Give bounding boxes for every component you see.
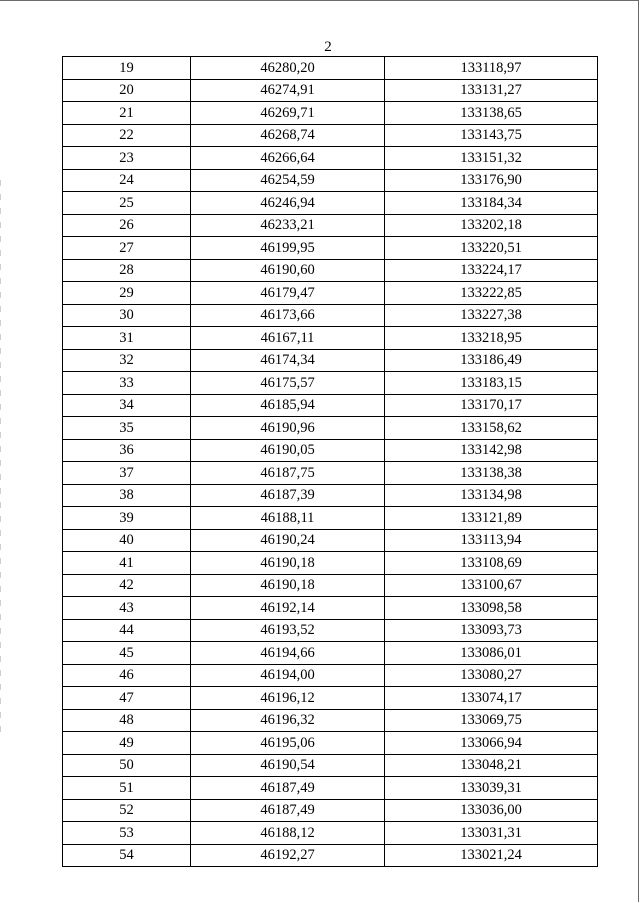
table-row <box>63 304 598 327</box>
x-coordinate-cell: 46196,12 <box>191 687 385 710</box>
point-number-cell: 19 <box>63 57 191 80</box>
x-coordinate-cell: 46199,95 <box>191 237 385 260</box>
point-number-cell: 51 <box>63 777 191 800</box>
table-row <box>63 57 598 80</box>
x-coordinate-cell: 46188,12 <box>191 822 385 845</box>
point-number-cell: 40 <box>63 529 191 552</box>
table-row <box>63 664 598 687</box>
table-row <box>63 844 598 867</box>
y-coordinate-cell: 133138,65 <box>385 102 598 125</box>
y-coordinate-cell: 133218,95 <box>385 327 598 350</box>
point-number-cell: 52 <box>63 799 191 822</box>
y-coordinate-cell: 133151,32 <box>385 147 598 170</box>
table-row <box>63 102 598 125</box>
y-coordinate-cell: 133118,97 <box>385 57 598 80</box>
table-row <box>63 237 598 260</box>
point-number-cell: 47 <box>63 687 191 710</box>
table-row <box>63 169 598 192</box>
x-coordinate-cell: 46188,11 <box>191 507 385 530</box>
table-row <box>63 192 598 215</box>
x-coordinate-cell: 46175,57 <box>191 372 385 395</box>
x-coordinate-cell: 46167,11 <box>191 327 385 350</box>
table-row <box>63 282 598 305</box>
point-number-cell: 29 <box>63 282 191 305</box>
point-number-cell: 45 <box>63 642 191 665</box>
y-coordinate-cell: 133031,31 <box>385 822 598 845</box>
table-row <box>63 79 598 102</box>
table-row <box>63 799 598 822</box>
point-number-cell: 44 <box>63 619 191 642</box>
y-coordinate-cell: 133158,62 <box>385 417 598 440</box>
scan-edge-artifact <box>0 180 1 740</box>
x-coordinate-cell: 46195,06 <box>191 732 385 755</box>
y-coordinate-cell: 133131,27 <box>385 79 598 102</box>
x-coordinate-cell: 46274,91 <box>191 79 385 102</box>
point-number-cell: 43 <box>63 597 191 620</box>
y-coordinate-cell: 133142,98 <box>385 439 598 462</box>
y-coordinate-cell: 133227,38 <box>385 304 598 327</box>
point-number-cell: 36 <box>63 439 191 462</box>
y-coordinate-cell: 133086,01 <box>385 642 598 665</box>
y-coordinate-cell: 133121,89 <box>385 507 598 530</box>
coordinates-table <box>62 56 598 867</box>
x-coordinate-cell: 46187,49 <box>191 777 385 800</box>
y-coordinate-cell: 133074,17 <box>385 687 598 710</box>
y-coordinate-cell: 133066,94 <box>385 732 598 755</box>
table-row <box>63 709 598 732</box>
y-coordinate-cell: 133093,73 <box>385 619 598 642</box>
x-coordinate-cell: 46269,71 <box>191 102 385 125</box>
table-row <box>63 597 598 620</box>
table-row <box>63 687 598 710</box>
coordinates-table-body <box>63 57 598 867</box>
point-number-cell: 28 <box>63 259 191 282</box>
table-row <box>63 777 598 800</box>
point-number-cell: 48 <box>63 709 191 732</box>
x-coordinate-cell: 46190,60 <box>191 259 385 282</box>
point-number-cell: 33 <box>63 372 191 395</box>
table-row <box>63 124 598 147</box>
point-number-cell: 21 <box>63 102 191 125</box>
point-number-cell: 25 <box>63 192 191 215</box>
y-coordinate-cell: 133220,51 <box>385 237 598 260</box>
x-coordinate-cell: 46254,59 <box>191 169 385 192</box>
x-coordinate-cell: 46185,94 <box>191 394 385 417</box>
x-coordinate-cell: 46190,05 <box>191 439 385 462</box>
x-coordinate-cell: 46192,14 <box>191 597 385 620</box>
y-coordinate-cell: 133100,67 <box>385 574 598 597</box>
x-coordinate-cell: 46190,18 <box>191 574 385 597</box>
x-coordinate-cell: 46187,75 <box>191 462 385 485</box>
table-row <box>63 574 598 597</box>
x-coordinate-cell: 46266,64 <box>191 147 385 170</box>
y-coordinate-cell: 133039,31 <box>385 777 598 800</box>
table-row <box>63 754 598 777</box>
y-coordinate-cell: 133098,58 <box>385 597 598 620</box>
point-number-cell: 46 <box>63 664 191 687</box>
x-coordinate-cell: 46190,96 <box>191 417 385 440</box>
table-row <box>63 529 598 552</box>
y-coordinate-cell: 133134,98 <box>385 484 598 507</box>
point-number-cell: 20 <box>63 79 191 102</box>
point-number-cell: 41 <box>63 552 191 575</box>
point-number-cell: 39 <box>63 507 191 530</box>
y-coordinate-cell: 133113,94 <box>385 529 598 552</box>
table-row <box>63 642 598 665</box>
table-row <box>63 372 598 395</box>
table-row <box>63 349 598 372</box>
x-coordinate-cell: 46190,54 <box>191 754 385 777</box>
x-coordinate-cell: 46190,18 <box>191 552 385 575</box>
x-coordinate-cell: 46268,74 <box>191 124 385 147</box>
y-coordinate-cell: 133138,38 <box>385 462 598 485</box>
x-coordinate-cell: 46233,21 <box>191 214 385 237</box>
x-coordinate-cell: 46173,66 <box>191 304 385 327</box>
table-row <box>63 619 598 642</box>
x-coordinate-cell: 46174,34 <box>191 349 385 372</box>
x-coordinate-cell: 46179,47 <box>191 282 385 305</box>
y-coordinate-cell: 133170,17 <box>385 394 598 417</box>
table-row <box>63 484 598 507</box>
point-number-cell: 31 <box>63 327 191 350</box>
point-number-cell: 30 <box>63 304 191 327</box>
y-coordinate-cell: 133143,75 <box>385 124 598 147</box>
point-number-cell: 27 <box>63 237 191 260</box>
point-number-cell: 35 <box>63 417 191 440</box>
x-coordinate-cell: 46194,66 <box>191 642 385 665</box>
point-number-cell: 32 <box>63 349 191 372</box>
x-coordinate-cell: 46196,32 <box>191 709 385 732</box>
point-number-cell: 53 <box>63 822 191 845</box>
y-coordinate-cell: 133222,85 <box>385 282 598 305</box>
point-number-cell: 34 <box>63 394 191 417</box>
point-number-cell: 24 <box>63 169 191 192</box>
point-number-cell: 22 <box>63 124 191 147</box>
table-row <box>63 147 598 170</box>
point-number-cell: 38 <box>63 484 191 507</box>
table-row <box>63 822 598 845</box>
point-number-cell: 23 <box>63 147 191 170</box>
y-coordinate-cell: 133036,00 <box>385 799 598 822</box>
y-coordinate-cell: 133202,18 <box>385 214 598 237</box>
point-number-cell: 42 <box>63 574 191 597</box>
table-row <box>63 732 598 755</box>
y-coordinate-cell: 133183,15 <box>385 372 598 395</box>
y-coordinate-cell: 133224,17 <box>385 259 598 282</box>
y-coordinate-cell: 133080,27 <box>385 664 598 687</box>
y-coordinate-cell: 133069,75 <box>385 709 598 732</box>
table-row <box>63 394 598 417</box>
x-coordinate-cell: 46193,52 <box>191 619 385 642</box>
y-coordinate-cell: 133186,49 <box>385 349 598 372</box>
y-coordinate-cell: 133021,24 <box>385 844 598 867</box>
x-coordinate-cell: 46194,00 <box>191 664 385 687</box>
x-coordinate-cell: 46187,39 <box>191 484 385 507</box>
table-row <box>63 439 598 462</box>
x-coordinate-cell: 46190,24 <box>191 529 385 552</box>
point-number-cell: 37 <box>63 462 191 485</box>
table-row <box>63 214 598 237</box>
y-coordinate-cell: 133176,90 <box>385 169 598 192</box>
table-row <box>63 327 598 350</box>
point-number-cell: 49 <box>63 732 191 755</box>
y-coordinate-cell: 133184,34 <box>385 192 598 215</box>
point-number-cell: 50 <box>63 754 191 777</box>
x-coordinate-cell: 46192,27 <box>191 844 385 867</box>
table-row <box>63 417 598 440</box>
x-coordinate-cell: 46246,94 <box>191 192 385 215</box>
point-number-cell: 54 <box>63 844 191 867</box>
y-coordinate-cell: 133108,69 <box>385 552 598 575</box>
table-row <box>63 507 598 530</box>
page-number: 2 <box>324 39 332 55</box>
x-coordinate-cell: 46280,20 <box>191 57 385 80</box>
table-row <box>63 552 598 575</box>
point-number-cell: 26 <box>63 214 191 237</box>
table-row <box>63 462 598 485</box>
x-coordinate-cell: 46187,49 <box>191 799 385 822</box>
table-row <box>63 259 598 282</box>
y-coordinate-cell: 133048,21 <box>385 754 598 777</box>
